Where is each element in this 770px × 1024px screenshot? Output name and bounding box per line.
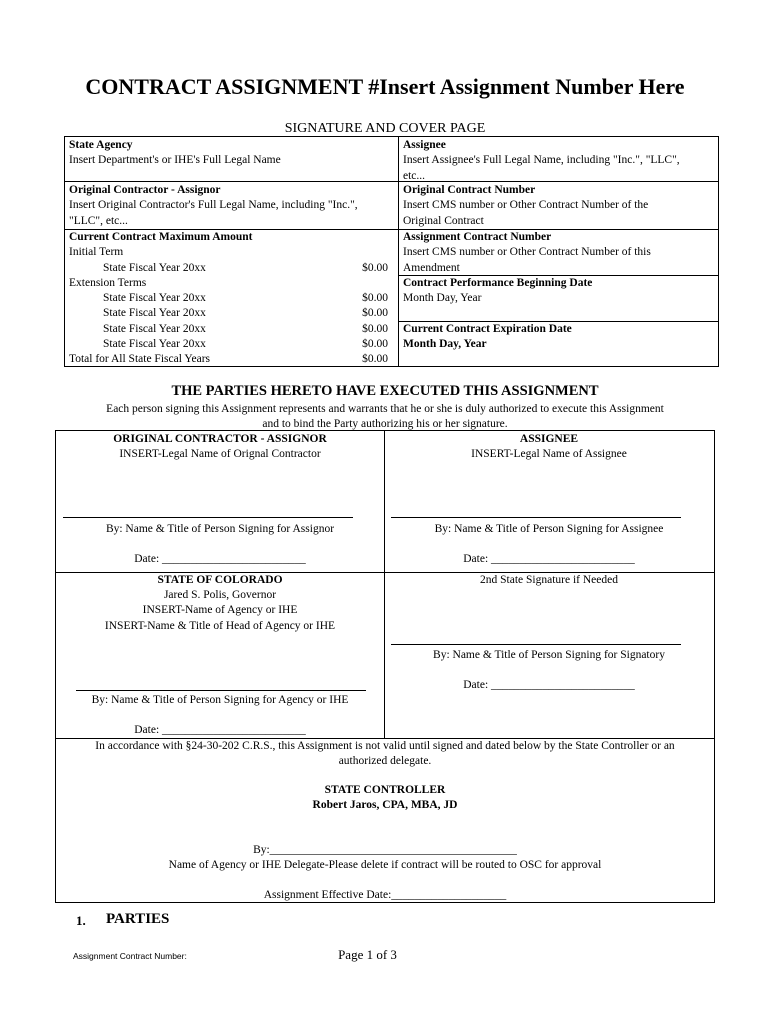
second-by: By: Name & Title of Person Signing for Signatory (433, 649, 665, 661)
sfy-label: State Fiscal Year 20xx (103, 292, 206, 305)
max-amount-cell (69, 230, 394, 368)
amount-value: $0.00 (362, 322, 388, 335)
cover-table (64, 136, 719, 367)
assignee-block (384, 432, 714, 462)
original-contract-number-value-1: Insert CMS number or Other Contract Number of the (403, 199, 649, 212)
agency-head: INSERT-Name & Title of Head of Agency or IHE (104, 619, 336, 632)
original-contractor-cell (69, 183, 394, 229)
state-title: STATE OF COLORADO (157, 574, 283, 586)
original-contract-number-label: Original Contract Number (403, 184, 536, 196)
performance-begin-label: Contract Performance Beginning Date (403, 277, 593, 289)
section-title: PARTIES (106, 911, 170, 927)
cover-page-heading: SIGNATURE AND COVER PAGE (284, 121, 486, 136)
expiration-label: Current Contract Expiration Date (403, 323, 572, 335)
sfy-label: State Fiscal Year 20xx (103, 322, 206, 335)
state-by: By: Name & Title of Person Signing for Agency or IHE (91, 694, 349, 706)
executed-heading: THE PARTIES HERETO HAVE EXECUTED THIS ASSIGNMENT (171, 383, 599, 399)
assignor-title: ORIGINAL CONTRACTOR - ASSIGNOR (113, 433, 327, 445)
assignee-value-2: etc... (403, 169, 426, 182)
amount-value: $0.00 (362, 261, 388, 274)
amount-value: $0.00 (362, 307, 388, 320)
assignor-signature-line[interactable] (63, 517, 353, 518)
footer-contract-number: Assignment Contract Number: (73, 951, 187, 961)
original-contract-number-value-2: Original Contract (403, 214, 484, 227)
original-contractor-label: Original Contractor - Assignor (69, 184, 221, 196)
total-amount: $0.00 (362, 353, 388, 366)
executed-note (64, 402, 706, 431)
document-title: CONTRACT ASSIGNMENT #Insert Assignment Number Here (85, 74, 685, 99)
total-label: Total for All State Fiscal Years (69, 353, 211, 366)
amount-value: $0.00 (362, 338, 388, 351)
effective-date[interactable]: Assignment Effective Date:____________________ (263, 889, 507, 901)
assignee-name: INSERT-Legal Name of Assignee (471, 448, 627, 461)
expiration-value: Month Day, Year (403, 338, 487, 351)
agency-name: INSERT-Name of Agency or IHE (142, 604, 298, 617)
extension-terms-label: Extension Terms (69, 276, 147, 289)
controller-note-line-2: authorized delegate. (338, 755, 432, 768)
assignment-contract-number-cell (403, 230, 718, 276)
assignment-contract-number-value-1: Insert CMS number or Other Contract Number of this (403, 246, 651, 259)
governor: Jared S. Polis, Governor (163, 589, 277, 602)
assignor-name: INSERT-Legal Name of Orignal Contractor (119, 448, 321, 461)
controller-title: STATE CONTROLLER (324, 784, 446, 796)
controller-by[interactable]: By:___________________________________________ (253, 844, 517, 856)
executed-note-line-1: Each person signing this Assignment represents and warrants that he or she is duly authorized to execute this Assignment (106, 403, 664, 415)
original-contractor-value-2: "LLC", etc... (69, 214, 128, 227)
state-agency-value: Insert Department's or IHE's Full Legal Name (69, 154, 281, 167)
original-contractor-value-1: Insert Original Contractor's Full Legal Name, including "Inc.", (69, 199, 358, 212)
state-date[interactable]: Date: _________________________ (134, 724, 306, 736)
sfy-label: State Fiscal Year 20xx (103, 338, 206, 351)
second-date[interactable]: Date: _________________________ (463, 679, 635, 691)
assignment-contract-number-label: Assignment Contract Number (403, 231, 552, 243)
state-signature-line[interactable] (76, 690, 366, 691)
expiration-cell (403, 322, 718, 353)
assignee-date[interactable]: Date: _________________________ (463, 553, 635, 565)
max-amount-label: Current Contract Maximum Amount (69, 231, 253, 243)
controller-name: Robert Jaros, CPA, MBA, JD (312, 799, 458, 812)
executed-note-line-2: and to bind the Party authorizing his or her signature. (262, 417, 508, 430)
sfy-label: State Fiscal Year 20xx (103, 261, 206, 274)
state-agency-cell (69, 138, 394, 169)
page-number: Page 1 of 3 (338, 947, 397, 962)
initial-term-label: Initial Term (69, 246, 124, 259)
performance-begin-cell (403, 276, 718, 307)
amount-value: $0.00 (362, 292, 388, 305)
original-contract-number-cell (403, 183, 718, 229)
assignee-cell (403, 138, 718, 184)
assignee-signature-line[interactable] (391, 517, 681, 518)
second-signature-heading: 2nd State Signature if Needed (480, 574, 618, 586)
sfy-label: State Fiscal Year 20xx (103, 307, 206, 320)
state-block (56, 573, 384, 634)
assignment-contract-number-value-2: Amendment (403, 261, 460, 274)
controller-block (56, 783, 714, 813)
controller-note (56, 739, 714, 769)
assignee-title: ASSIGNEE (519, 433, 579, 445)
assignee-value-1: Insert Assignee's Full Legal Name, including "Inc.", "LLC", (403, 154, 680, 167)
controller-delegate: Name of Agency or IHE Delegate-Please delete if contract will be routed to OSC for approval (168, 859, 602, 871)
second-signature-line[interactable] (391, 644, 681, 645)
signature-table (55, 430, 715, 903)
assignee-label: Assignee (403, 139, 446, 151)
controller-note-line-1: In accordance with §24-30-202 C.R.S., this Assignment is not valid until signed and dated below by the State Controller or an (95, 740, 675, 752)
assignor-date[interactable]: Date: _________________________ (134, 553, 306, 565)
assignee-by: By: Name & Title of Person Signing for Assignee (434, 523, 664, 535)
assignor-by: By: Name & Title of Person Signing for Assignor (105, 523, 335, 535)
performance-begin-value: Month Day, Year (403, 292, 482, 305)
state-agency-label: State Agency (69, 139, 133, 151)
assignor-block (56, 432, 384, 462)
section-number: 1. (76, 913, 86, 928)
